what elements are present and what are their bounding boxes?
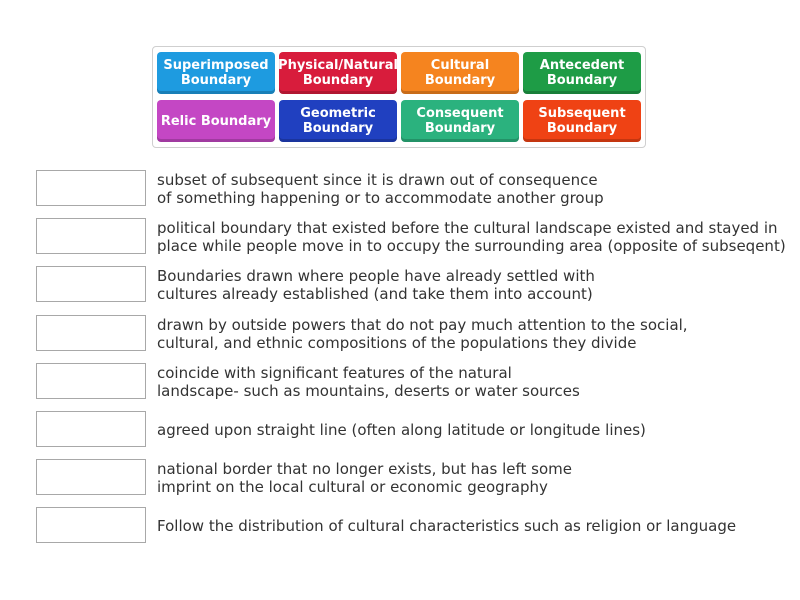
tile-cultural-boundary[interactable]: Cultural Boundary: [401, 52, 519, 94]
tile-superimposed-boundary[interactable]: Superimposed Boundary: [157, 52, 275, 94]
answer-drop-box[interactable]: [36, 363, 146, 399]
match-row: [36, 411, 796, 449]
description-text: drawn by outside powers that do not pay much attention to the social, cultural, and ethnic compositions of the populations they divide: [157, 316, 688, 352]
answer-drop-box[interactable]: [36, 411, 146, 447]
match-row: [36, 266, 796, 304]
tile-geometric-boundary[interactable]: Geometric Boundary: [279, 100, 397, 142]
answer-drop-box[interactable]: [36, 266, 146, 302]
match-row: [36, 315, 796, 353]
answer-drop-box[interactable]: [36, 315, 146, 351]
tile-relic-boundary[interactable]: Relic Boundary: [157, 100, 275, 142]
match-row: [36, 170, 796, 208]
answer-drop-box[interactable]: [36, 218, 146, 254]
match-row: [36, 507, 796, 545]
tile-subsequent-boundary[interactable]: Subsequent Boundary: [523, 100, 641, 142]
match-row: [36, 363, 796, 401]
description-text: Follow the distribution of cultural characteristics such as religion or language: [157, 517, 737, 535]
match-row: [36, 459, 796, 497]
description-text: political boundary that existed before the cultural landscape existed and stayed in place while people move in to occupy the surrounding area (opposite of subseqent): [157, 219, 786, 255]
answer-drop-box[interactable]: [36, 459, 146, 495]
answer-tile-bank: [152, 46, 646, 148]
tile-consequent-boundary[interactable]: Consequent Boundary: [401, 100, 519, 142]
description-text: subset of subsequent since it is drawn out of consequence of something happening or to accommodate another group: [157, 171, 604, 207]
description-text: national border that no longer exists, but has left some imprint on the local cultural or economic geography: [157, 460, 572, 496]
answer-drop-box[interactable]: [36, 507, 146, 543]
description-text: coincide with significant features of the natural landscape- such as mountains, deserts or water sources: [157, 364, 580, 400]
tile-antecedent-boundary[interactable]: Antecedent Boundary: [523, 52, 641, 94]
description-text: agreed upon straight line (often along latitude or longitude lines): [157, 421, 646, 439]
match-row: [36, 218, 796, 256]
answer-drop-box[interactable]: [36, 170, 146, 206]
tile-physical-natural-boundary[interactable]: Physical/Natural Boundary: [279, 52, 397, 94]
description-text: Boundaries drawn where people have already settled with cultures already established (and take them into account): [157, 267, 595, 303]
